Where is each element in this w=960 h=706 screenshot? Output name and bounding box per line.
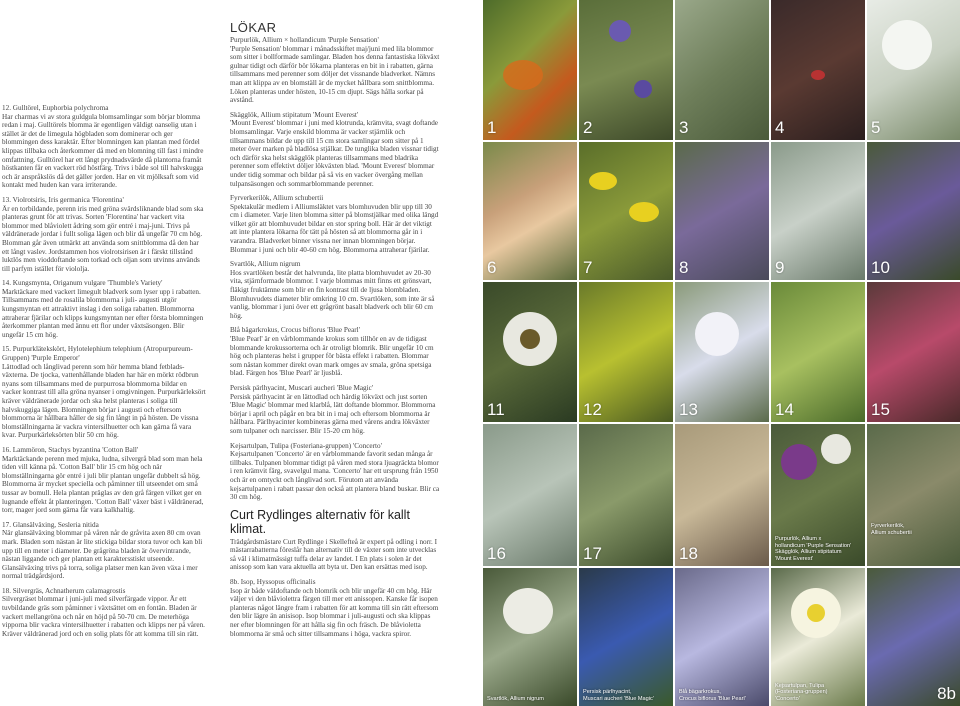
plant-description: Hos svartlöken består det halvrunda, lite platta blomhuvudet av 20-30 vita, stjärnformade blommor. I varje blommas mitt finns ett grönsvart, fläkigt fruktämne som blir en fin kontrast till de ljusa blombladen. Blomhuvudets diameter blir omkring 10 cm. Svartlöken, som inte är så vanlig, blommar i juni över ett grågrönt basalt bladverk och blir 60 cm hög.: [230, 268, 435, 320]
plant-heading: 14. Kungsmynta, Origanum vulgare 'Thumble's Variety': [2, 279, 163, 288]
plant-description: Lättodlad och långlivad perenn som hör hemma bland fetblads-växterna. De tjocka, vattenhållande bladen har här en mörkt rödbrun nyans som tillsammans med de purpurrosa blommorna bildar en vacker kontrast till alla gröna nyanser i omgivningen. Purpurkärleksört kräver väldränerade jordar och ska helst planteras i soliga till halvskuggiga lägen. Blomningen börjar i augusti och eftersom blommorna är hållbara håller de sig fin långt in på hösten. De vissna blomställningarna är vackra vintersilhuetter och kan gärna få vara kvar. Purpurkärleksörten blir 50 cm hög.: [2, 362, 206, 440]
photo-7: [579, 142, 673, 280]
plant-heading: 17. Glansälväxing, Sesleria nitida: [2, 520, 99, 529]
photo-caption: [871, 523, 951, 536]
plant-entry: [230, 111, 440, 188]
photo-caption: [775, 683, 865, 702]
plant-description: Är en torbildande, perenn iris med gröna svärdsliknande blad som ska planteras grunt för att trivas. Sorten 'Florentina' har vackert vita blommor med blåviolett ådring som gör entré i maj-juni. Trivs på väldränerade jordar i fullt soliga lägen och blir då ungefär 70 cm hög. Blomman går även utmärkt att använda som snittblomma då den har ett långt vaslev. Jordstammen hos violrotsirisen är i färskt tillstånd luktlös men vioddoftande som torkad och oljan som utvinns används till parfym istället för viololja.: [2, 204, 204, 273]
photo-number: 12: [583, 400, 602, 419]
text-column-1: [2, 104, 207, 644]
text-column-2: [230, 36, 440, 644]
plant-description: Isop är både väldoftande och blomrik och blir ungefär 40 cm hög. Här väljer vi den blåviolettra färgen till mer ett anissopen. Kanske får isopen planteras något längre fram i rabatten för att komma till sin rätt eftersom den blir lägre än anisisop. Isop blommar i juli-augusti och ska klippas ner efter blomningen för att hålla sig fin och fräsch. De blåvioletta blommorna är små och sitter tillsammans i höga, vackra spiror.: [230, 586, 439, 638]
photo-allium-2: [867, 424, 960, 566]
photo-allium-nigrum: [483, 568, 577, 706]
plant-heading: Kejsartulpan, Tulipa (Fosteriana-gruppen) 'Concerto': [230, 441, 382, 450]
photo-1: [483, 0, 577, 140]
plant-entry: [230, 578, 440, 638]
photo-14: [771, 282, 865, 422]
section-heading: Curt Rydlinges alternativ för kallt klimat.: [230, 507, 410, 536]
plant-heading: 16. Lammöron, Stachys byzantina 'Cotton Ball': [2, 445, 139, 454]
photo-number: 11: [487, 400, 505, 419]
plant-heading: Persisk pärlhyacint, Muscari aucheri 'Blue Magic': [230, 383, 374, 392]
plant-heading: 15. Purpurklätekskört, Hylotelephium telephium (Atropurpureum-Gruppen) 'Purple Emperor': [2, 345, 193, 363]
plant-entry: [230, 384, 440, 436]
intro-paragraph: [230, 538, 440, 572]
plant-description: Kejsartulpanen 'Concerto' är en vårblommande favorit sedan många år tillbaks. Tulpanen blommar tidigt på våren med stora ljuagräckta blomor i ren krämvit färg, svavelgul mana. 'Concerto' har ett ursprung från 1950 och är en omtyckt och långlivad sort. Förutom att använda kejsartulpanen i rabatt passar den också att plantera bland buskar. Blir ca 30 cm hög.: [230, 450, 440, 502]
caption-line: Crocus biflorus 'Blue Pearl': [679, 695, 746, 702]
plant-description: Marktäckare med vackert limegult bladverk som lyser upp i rabatten. Tillsammans med de rosalila blommorna i juli- augusti utgör kungsmyntan ett attraktivt inslag i den soliga rabatten. Blommorna attraherar fjärilar och klipps kungsmyntan ner efter första blomningen återkommer plantan med ännu ett flor under växtsäsongen. Blir ungefär 15 cm hög.: [2, 287, 204, 339]
photo-number: 7: [583, 258, 593, 277]
plant-heading: Blå bägarkrokus, Crocus biflorus 'Blue Pearl': [230, 326, 360, 335]
page-heading-lokar: LÖKAR: [230, 20, 277, 35]
photo-allium-1: [771, 424, 865, 566]
photo-caption: [679, 689, 769, 702]
photo-number: 5: [871, 118, 881, 137]
caption-line: Persisk pärlhyacint,: [583, 689, 632, 696]
photo-number: 2: [583, 118, 593, 137]
caption-line: Purpurlök, Allium x: [775, 536, 822, 543]
flower-shape: [629, 202, 659, 222]
plant-heading: Skägglök, Allium stipitatum 'Mount Everest': [230, 110, 359, 119]
plant-heading: 12. Gulltörel, Euphorbia polychroma: [2, 104, 109, 112]
caption-line: Svartlök, Allium nigrum: [487, 695, 544, 702]
plant-entry: [230, 260, 440, 320]
caption-line: 'Concerto': [775, 695, 800, 702]
plant-description: Silvergräset blommar i juni-juli med silverfärgade vippor. Är ett tuvbildande gräs som påminner i växtsättet om en fontän. Bladen är vackert mellangröna och når en höjd på 50-70 cm. De meterhöga vipporna blir vackra vintersilhuetter i rabatten och klipps ner på våren. Kräver väldränerad jord och en solig plats för att komma till sin rätt.: [2, 595, 205, 638]
photo-number: 15: [871, 400, 890, 419]
plant-description: Spektakulär medlem i Alliumsläktet vars blomhuvuden blir upp till 30 cm i diameter. Varje liten blomma sitter på blomstjälkar med olika längd vilket gör att blomhuvudet bildar en stor spring boll. Här är det viktigt att inte plantera lökarna för tätt på hösten så att blommorna går in i varandra. Bladverket binner vissna ner innan blomningen börjar. Blommar i juni och blir 40-60 cm hög. Blommorna attraherar fjärilar.: [230, 202, 439, 254]
photo-muscari: [579, 568, 673, 706]
photo-12: [579, 282, 673, 422]
flower-shape: [811, 70, 825, 80]
flower-shape: [589, 172, 617, 190]
leaf-shape: [503, 60, 543, 90]
photo-caption: [583, 689, 673, 702]
photo-number: 14: [775, 400, 794, 419]
photo-3: [675, 0, 769, 140]
plant-heading: 13. Violrotsiris, Iris germanica 'Florentina': [2, 195, 124, 204]
photo-number: 6: [487, 258, 497, 277]
photo-crocus: [675, 568, 769, 706]
plant-description: När glansälväxing blommar på våren når de gråvita axen 80 cm ovan mark. Bladen som nästan är lite stickiga bildar stora tuvor och kan bli upp till en meter i diameter. De grågröna bladen är övervintrande, nästan liggande och ger plantan ett karaktersstiskt utseende. Glansälväxing trivs på torra, soliga platser men kan även växa i mer normal trädgårdsjord.: [2, 529, 203, 581]
plant-description: Har charmas vi av stora guldgula blomsamlingar som börjar blomma redan i maj. Gulltörels blomma är egentligen väldigt oanselig utan i stället är det de limegula högbladen som dominerar och ger blommingen dess karaktär. Efter blomningen kan plantan med fördel klippas tillbaka och återkommer då med en blomning till fast i mindre omfattning. Gulltörel har ett långt prydnadsvärde då plantorna framåt höstkanten får en vackert röd höstfärg. Trivs i både sol till halvskugga och är anspråkslös då det gäller jorden. Har en vit mjölksaft som vid kontakt med huden kan vara irriterande.: [2, 112, 204, 190]
plant-entry: [230, 194, 440, 254]
photo-number: 8: [679, 258, 689, 277]
flower-shape: [609, 20, 631, 42]
flower-shape: [634, 80, 652, 98]
plant-heading: 8b. Isop, Hyssopus officinalis: [230, 578, 316, 587]
caption-line: Muscari aucheri 'Blue Magic': [583, 695, 654, 702]
plant-entry: [2, 587, 207, 639]
photo-number: 17: [583, 544, 602, 563]
photo-18: [675, 424, 769, 566]
caption-line: Kejsartulpan, Tulipa: [775, 682, 825, 689]
plant-description: 'Blue Pearl' är en vårblommande krokus som tillhör en av de tidigast blommande krokussorterna och är otroligt blomrik. Blir ungefär 10 cm hög och planteras helst i grupper för bästa effekt i rabatten. Blommar som nästan kommer direkt ovan mark omges av smala, gröna spetsiga blad. Färgen hos 'Blue Pearl' är ljusblå.: [230, 335, 434, 378]
caption-line: Skägglök, Allium stipitatum: [775, 549, 842, 556]
caption-line: Allium schubertii: [871, 529, 912, 536]
flower-center: [807, 604, 825, 622]
plant-entry: [2, 104, 207, 190]
plant-entry: [2, 446, 207, 515]
photo-number: 18: [679, 544, 698, 563]
photo-number: 10: [871, 258, 890, 277]
caption-line: hollandicum 'Purple Sensation': [775, 542, 852, 549]
photo-grid: [483, 0, 960, 706]
plant-description: Marktäckande perenn med mjuka, ludna, silvergrå blad som man hela tiden vill känna på. 'Cotton Ball' blir 15 cm hög och när blomställningarna gör entré i juli blir plantan ungefär dubbelt så hög. Blommorna är mycket speciella och påminner till utseendet om små tussar av bomull. Hela plantan präglas av den grå färgen vilket ger en lugnande effekt åt planteringen. 'Cotton Ball' växer bäst i väldränerad, torr, mager jord som gärna får vara kalkhaltig.: [2, 454, 204, 515]
photo-caption: [775, 536, 865, 562]
caption-line: 'Mount Everest': [775, 555, 814, 562]
photo-4: [771, 0, 865, 140]
plant-entry: [2, 521, 207, 581]
photo-16: [483, 424, 577, 566]
intro-text: Trädgårdsmästare Curt Rydlinge i Skellefteå är expert på odling i norr. I mästarrabatterna föreslår han alternativ till de växter som inte utvecklas så väl i klimatmässigt tuffa delar av landet. I En plats i solen är det anissop som kan vara aktuella att byta ut. Den kan ersättas med isop.: [230, 537, 438, 572]
photo-6: [483, 142, 577, 280]
flower-shape: [882, 20, 932, 70]
photo-number: 4: [775, 118, 785, 137]
photo-number: 9: [775, 258, 785, 277]
photo-2: [579, 0, 673, 140]
caption-line: Blå bägarkrokus,: [679, 689, 721, 696]
plant-heading: 18. Silvergräs, Achnatherum calamagrostis: [2, 586, 126, 595]
photo-number: 1: [487, 118, 497, 137]
plant-description: 'Purple Sensation' blommar i månadsskiftet maj/juni med lila blommor som sitter i bollformade samlingar. Bladen hos denna fantastiska lökväxt gulnar tidigt och därför bör lökarna planteras en bit in i rabatten, gärna tillsammans med perenner som döljer det vissnande bladverket. Nämns man att klippa av en blomställ är de mycket hållbara som snittblomma. Löken planteras under hösten, 10-15 cm djupt. Sägs hålla sorkar på avstånd.: [230, 44, 440, 105]
plant-description: Persisk pärlhyacint är en lättodlad och härdig lökväxt och just sorten 'Blue Magic' blommar med klarblå, lätt doftande blommor. Blommorna börjar i april och pågår en bra bit in i maj och eftersom blommorna är hållbara. Pärlhyacinter kombineras gärna med vårens andra lökväxter som tulpaner och narcisser. Blir 15-20 cm hög.: [230, 392, 436, 435]
plant-entry: [230, 442, 440, 502]
photo-number: 16: [487, 544, 506, 563]
plant-heading: Purpurlök, Allium × hollandicum 'Purple Sensation': [230, 36, 379, 44]
photo-10: [867, 142, 960, 280]
photo-number: 8b: [937, 684, 956, 703]
flower-shape: [821, 434, 851, 464]
plant-entry: [2, 196, 207, 273]
plant-entry: [2, 345, 207, 440]
photo-number: 13: [679, 400, 698, 419]
photo-number: 3: [679, 118, 689, 137]
plant-entry: [2, 279, 207, 339]
flower-shape: [503, 588, 553, 634]
photo-8: [675, 142, 769, 280]
caption-line: (Fosteriana-gruppen): [775, 689, 828, 696]
photo-caption: [487, 696, 577, 702]
photo-17: [579, 424, 673, 566]
photo-5: [867, 0, 960, 140]
photo-15: [867, 282, 960, 422]
plant-heading: Svartlök, Allium nigrum: [230, 260, 301, 269]
photo-13: [675, 282, 769, 422]
photo-9: [771, 142, 865, 280]
flower-shape: [781, 444, 817, 480]
caption-line: Fyrverkerilök,: [871, 523, 905, 530]
flower-shape: [695, 312, 739, 356]
plant-heading: Fyrverkerilök, Allium schubertii: [230, 194, 324, 203]
plant-entry: [230, 36, 440, 105]
flower-center: [520, 329, 540, 349]
photo-tulipa: [771, 568, 865, 706]
plant-entry: [230, 326, 440, 378]
plant-description: 'Mount Everest' blommar i juni med klotrunda, krämvita, svagt doftande blomsamlingar. Varje enskild blomma är vacker stjärnlik och tillsammans bildar de upp till 15 cm stora samlingar som sitter på 1 meter över marken på bladlösa stjälkar. De tunglika bladen vissnar tidigt och därför ska helst skägglök planteras tillsammans med bladrika perenner som effektivt döljer lökväxten blad. 'Mount Everest' blommar under tidig sommar och bildar på så vis en vacker övergång mellan tulpansäsongen och sommarblommande perenner.: [230, 119, 439, 188]
photo-8b: [867, 568, 960, 706]
photo-11: [483, 282, 577, 422]
